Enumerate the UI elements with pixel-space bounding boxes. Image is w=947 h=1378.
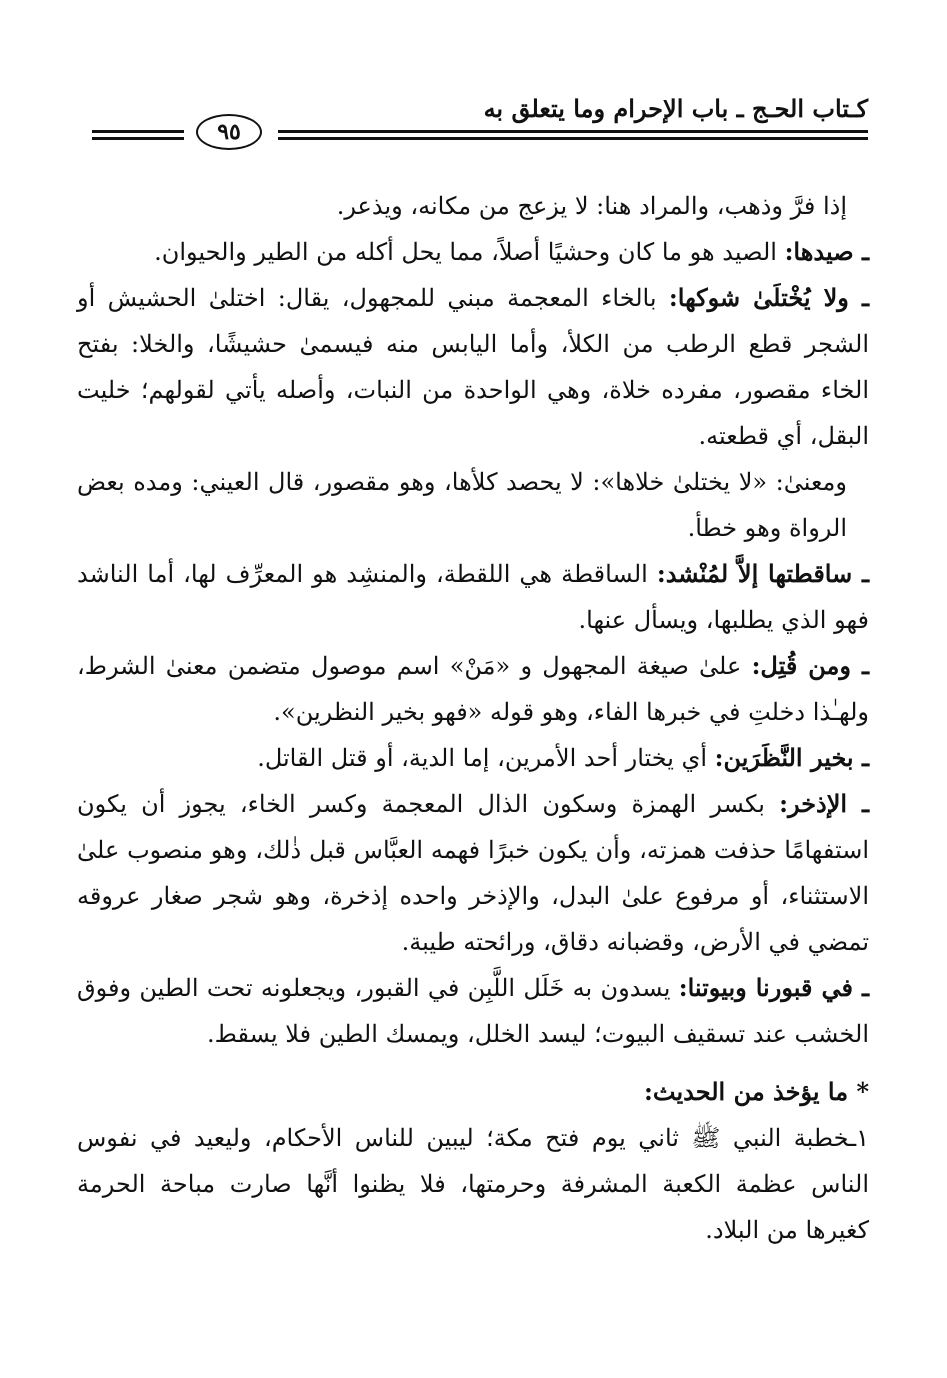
glossary-term: ـ صيدها: xyxy=(784,237,869,266)
running-title: كـتاب الحـج ـ باب الإحرام وما يتعلق به xyxy=(483,94,868,123)
glossary-entry-lost-item xyxy=(77,551,869,643)
header-rule xyxy=(278,130,868,133)
page-body xyxy=(77,183,869,1253)
page-header xyxy=(92,92,868,162)
glossary-entry-thorns xyxy=(77,275,869,459)
glossary-term: ـ ساقطتها إلاَّ لمُنْشد: xyxy=(656,559,869,588)
glossary-definition: علىٰ صيغة المجهول و «مَنْ» اسم موصول متضمن معنىٰ الشرط، ولهـٰذا دخلتِ في خبرها الفاء، وهو قوله «فهو بخير النظرين». xyxy=(77,652,869,726)
glossary-definition: بالخاء المعجمة مبني للمجهول، يقال: اختلىٰ الحشيش أو الشجر قطع الرطب من الكلأ، وأما اليابس منه فيسمىٰ حشيشًا، والخلا: بفتح الخاء مقصور، مفرده خلاة، وهي الواحدة من النبات، وأصله يأتي لقولهم؛ خليت البقل، أي قطعته. xyxy=(77,284,869,450)
glossary-definition: الساقطة هي اللقطة، والمنشِد هو المعرِّف لها، أما الناشد فهو الذي يطلبها، ويسأل عنها. xyxy=(77,560,869,634)
glossary-entry-meaning xyxy=(77,459,869,551)
header-rule xyxy=(92,137,184,140)
glossary-entry-idhkhir xyxy=(77,781,869,965)
item-text: خطبة النبي ﷺ ثاني يوم فتح مكة؛ ليبين للناس الأحكام، وليعيد في نفوس الناس عظمة الكعبة المشرفة وحرمتها، فلا يظنوا أنَّها صارت مباحة الحرمة كغيرها من البلاد. xyxy=(77,1124,869,1244)
glossary-definition: بكسر الهمزة وسكون الذال المعجمة وكسر الخاء، يجوز أن يكون استفهامًا حذفت همزته، وأن يكون خبرًا فهمه العبَّاس قبل ذٰلك، وهو منصوب علىٰ الاستثناء، أو مرفوع علىٰ البدل، والإذخر واحده إذخرة، وهو شجر صغار عروقه تمضي في الأرض، وقضبانه دقاق، ورائحته طيبة. xyxy=(77,790,869,956)
header-rule xyxy=(278,137,868,140)
glossary-term: ـ بخير النَّظَرَين: xyxy=(714,743,869,772)
glossary-term: ـ في قبورنا وبيوتنا: xyxy=(678,973,870,1002)
glossary-definition: أي يختار أحد الأمرين، إما الدية، أو قتل القاتل. xyxy=(257,744,715,772)
glossary-definition: يسدون به خَلَل اللَّبِن في القبور، ويجعلونه تحت الطين وفوق الخشب عند تسقيف البيوت؛ ليسد الخلل، ويمسك الطين فلا يسقط. xyxy=(77,974,869,1048)
item-number: ١ـ xyxy=(849,1124,869,1152)
intro-line: إذا فرَّ وذهب، والمراد هنا: لا يزعج من مكانه، ويذعر. xyxy=(336,192,847,220)
glossary-entry-two-options xyxy=(77,735,869,781)
glossary-entry-prey xyxy=(77,229,869,275)
glossary-definition: ومعنىٰ: «لا يختلىٰ خلاها»: لا يحصد كلأها، وهو مقصور، قال العيني: ومده بعض الرواة وهو خطأ. xyxy=(77,468,847,542)
section-heading: * ما يؤخذ من الحديث: xyxy=(644,1077,869,1106)
glossary-term: ـ ولا يُخْتلَىٰ شوكها: xyxy=(668,283,870,312)
numbered-item xyxy=(77,1115,869,1253)
glossary-entry-killed xyxy=(77,643,869,735)
glossary-term: ـ ومن قُتِل: xyxy=(751,651,869,680)
glossary-term: ـ الإذخر: xyxy=(779,789,869,818)
page-number: ٩٥ xyxy=(196,114,262,150)
glossary-entry-graves-houses xyxy=(77,965,869,1057)
header-rule xyxy=(92,130,184,133)
glossary-definition: الصيد هو ما كان وحشيًا أصلاً، مما يحل أكله من الطير والحيوان. xyxy=(154,238,785,266)
